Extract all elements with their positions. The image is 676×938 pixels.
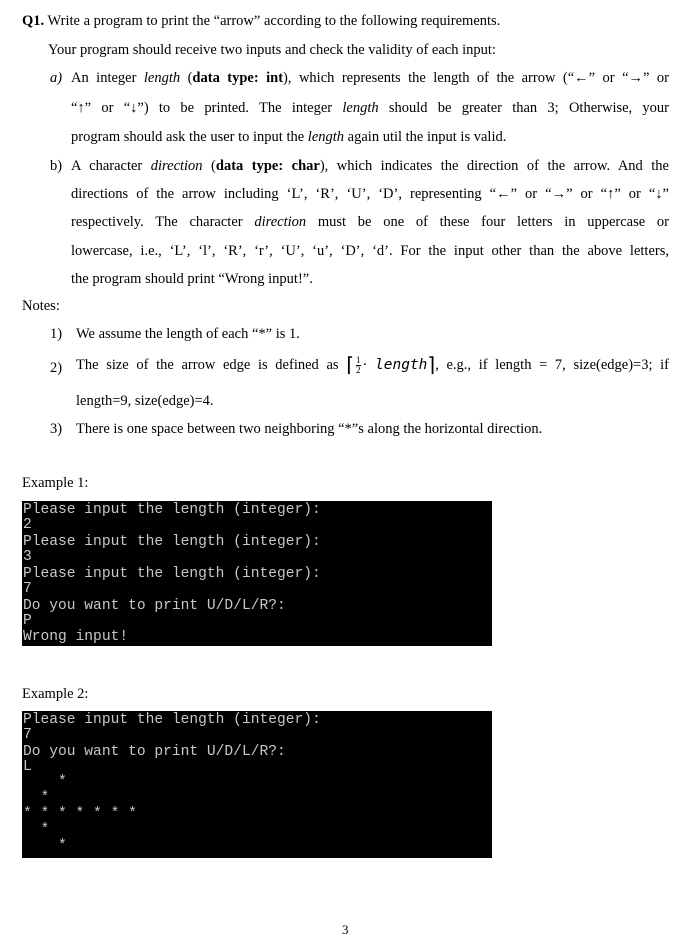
note-2-line-2: length=9, size(edge)=4. <box>76 393 214 409</box>
ceil-left-bracket: ⌈ <box>346 354 354 377</box>
note-2-label: 2) <box>50 360 63 376</box>
item-b-line-5: the program should print “Wrong input!”. <box>71 271 313 287</box>
note-2-line-1: The size of the arrow edge is defined as ⌈ $\frac{1}{2}$ · length⌉, e.g., if length = 7, size(edge)=3; if <box>76 354 670 377</box>
example-1-label: Example 1: <box>22 475 89 491</box>
console-input: 7 <box>23 581 32 597</box>
item-a-line-3: program should ask the user to input the length again util the input is valid. <box>71 129 507 145</box>
console-input: 7 <box>23 727 32 743</box>
question-title-text: Write a program to print the “arrow” according to the following requirements. <box>47 13 501 29</box>
arrow-row: * <box>23 838 67 854</box>
example-1-console <box>22 501 492 646</box>
note-1-text: We assume the length of each “*” is 1. <box>76 326 300 342</box>
console-line: Do you want to print U/D/L/R?: <box>23 598 286 614</box>
console-output: Wrong input! <box>23 629 129 645</box>
console-line: Please input the length (integer): <box>23 566 321 582</box>
item-a-label: a) <box>50 70 63 86</box>
question-intro: Your program should receive two inputs and check the validity of each input: <box>48 42 496 58</box>
item-b-label: b) <box>50 158 63 174</box>
example-2-console <box>22 711 492 858</box>
console-input: 2 <box>23 517 32 533</box>
item-a-line-1: An integer length (data type: int), which represents the length of the arrow (“←” or “→” or <box>71 70 669 86</box>
console-line: Please input the length (integer): <box>23 502 321 518</box>
question-number: Q1. <box>22 13 45 29</box>
item-b-line-2: directions of the arrow including ‘L’, ‘R’, ‘U’, ‘D’, representing “←” or “→” or “↑” or “↓” <box>71 186 669 202</box>
arrow-row: * * * * * * * <box>23 806 137 822</box>
note-3-text: There is one space between two neighboring “*”s along the horizontal direction. <box>76 421 543 437</box>
arrow-row: * <box>23 774 67 790</box>
console-input: P <box>23 613 32 629</box>
item-b-line-1: A character direction (data type: char), which indicates the direction of the arrow. And the <box>71 158 669 174</box>
fraction: $\frac{1}{2}$ <box>356 355 361 376</box>
console-input: L <box>23 759 32 775</box>
arrow-row: * <box>23 790 50 806</box>
notes-heading: Notes: <box>22 298 60 314</box>
console-line: Please input the length (integer): <box>23 534 321 550</box>
note-1-label: 1) <box>50 326 63 342</box>
item-b-line-4: lowercase, i.e., ‘L’, ‘l’, ‘R’, ‘r’, ‘U’, ‘u’, ‘D’, ‘d’. For the input other than the above letters, <box>71 243 669 259</box>
item-b-line-3: respectively. The character direction must be one of these four letters in uppercase or <box>71 214 669 230</box>
arrow-row: * <box>23 822 50 838</box>
item-a-line-2: “↑” or “↓”) to be printed. The integer length should be greater than 3; Otherwise, your <box>71 100 669 116</box>
ceil-right-bracket: ⌉ <box>427 354 436 377</box>
console-input: 3 <box>23 549 32 565</box>
note-3-label: 3) <box>50 421 63 437</box>
console-line: Do you want to print U/D/L/R?: <box>23 744 286 760</box>
page-number: 3 <box>342 922 349 937</box>
question-title <box>22 13 500 30</box>
console-line: Please input the length (integer): <box>23 712 321 728</box>
example-2-label: Example 2: <box>22 686 89 702</box>
